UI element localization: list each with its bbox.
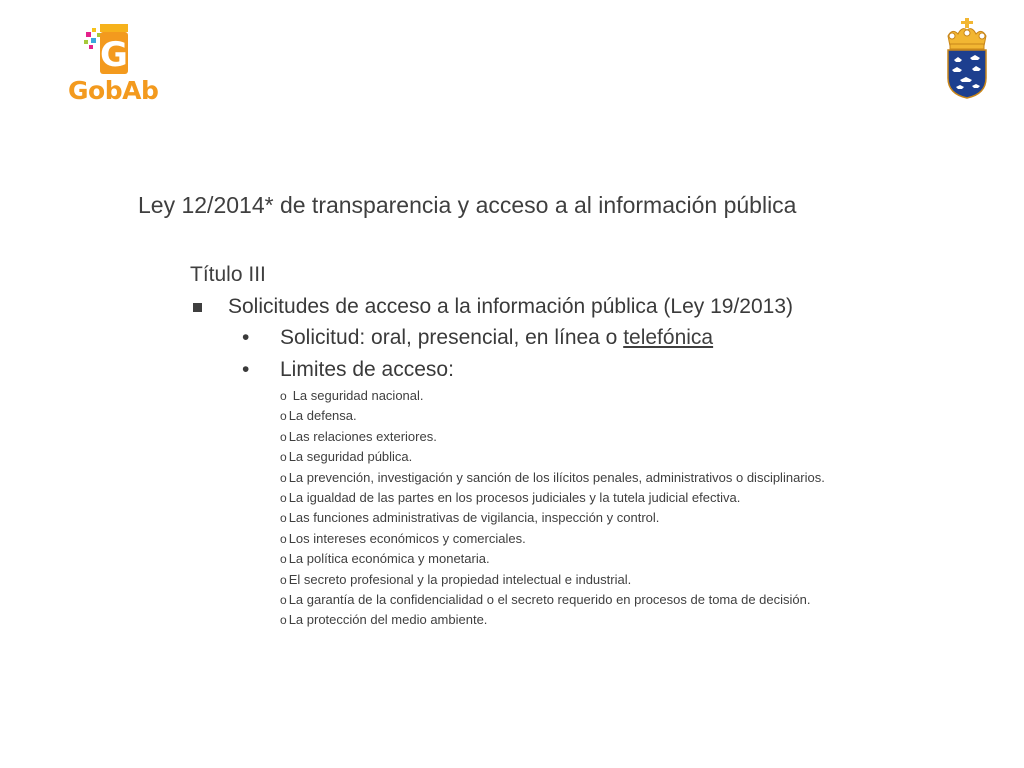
telefonica-link[interactable]: telefónica: [623, 326, 714, 349]
circle-bullet-icon: o: [280, 409, 287, 424]
list-item-level1-text: Solicitudes de acceso a la información pública (Ley 19/2013): [228, 295, 794, 318]
limit-text: La garantía de la confidencialidad o el secreto requerido en procesos de toma de decisión.: [288, 592, 811, 608]
circle-bullet-icon: o: [280, 491, 287, 506]
circle-bullet-icon: o: [280, 593, 287, 608]
list-item-level3: [190, 447, 896, 467]
list-item-level3: [190, 549, 896, 569]
list-item-level3: [190, 508, 896, 528]
list-item-level2-text: Solicitud: oral, presencial, en línea o: [280, 326, 624, 349]
circle-bullet-icon: o: [280, 531, 287, 546]
section-heading: Título III: [190, 263, 266, 286]
list-item-level2: [190, 354, 896, 386]
list-item-level3: [190, 529, 896, 549]
limit-text: Los intereses económicos y comerciales.: [288, 530, 526, 546]
bullet-dot-icon: •: [242, 326, 250, 349]
limit-text: El secreto profesional y la propiedad intelectual e industrial.: [288, 571, 632, 587]
circle-bullet-icon: o: [280, 613, 287, 628]
gobab-logo-icon: [64, 18, 164, 78]
canary-crest-icon: [942, 16, 992, 100]
circle-bullet-icon: o: [280, 470, 287, 485]
slide-title: Ley 12/2014* de transparencia y acceso a al información pública: [138, 192, 797, 218]
limit-text: La prevención, investigación y sanción de los ilícitos penales, administrativos o disciplinarios.: [288, 469, 825, 485]
limit-text: La política económica y monetaria.: [288, 551, 490, 567]
limit-text: La igualdad de las partes en los procesos judiciales y la tutela judicial efectiva.: [288, 490, 741, 506]
limit-text: Las funciones administrativas de vigilancia, inspección y control.: [288, 510, 660, 526]
limit-text: La defensa.: [288, 408, 357, 424]
list-item-level3: [190, 590, 896, 610]
list-item-level3: [190, 406, 896, 426]
limit-text: La protección del medio ambiente.: [288, 612, 488, 628]
list-item-level2: [190, 322, 896, 354]
circle-bullet-icon: o: [280, 552, 287, 567]
limit-text: La seguridad nacional.: [292, 388, 424, 403]
bullet-dot-icon: •: [242, 358, 250, 381]
list-item-level3: [190, 570, 896, 590]
limit-text: La seguridad pública.: [288, 449, 413, 465]
gobab-logo: [64, 18, 164, 110]
list-item-level3: [190, 488, 896, 508]
slide-content: [190, 260, 896, 631]
circle-bullet-icon: o: [280, 450, 287, 465]
svg-text:G: G: [100, 35, 128, 75]
list-item-level3: [190, 386, 896, 406]
circle-bullet-icon: o: [280, 511, 287, 526]
list-item-level3: [190, 610, 896, 630]
list-item-level1: [190, 292, 896, 322]
gobab-wordmark: GobAb: [68, 76, 159, 105]
square-bullet-icon: [193, 292, 202, 322]
list-item-level2-text: Limites de acceso:: [280, 358, 454, 381]
circle-bullet-icon: o: [280, 572, 287, 587]
list-item-level3: [190, 427, 896, 447]
circle-bullet-icon: o: [280, 429, 287, 444]
list-item-level3: [190, 468, 896, 488]
circle-bullet-icon: o: [280, 389, 287, 403]
limit-text: Las relaciones exteriores.: [288, 428, 437, 444]
